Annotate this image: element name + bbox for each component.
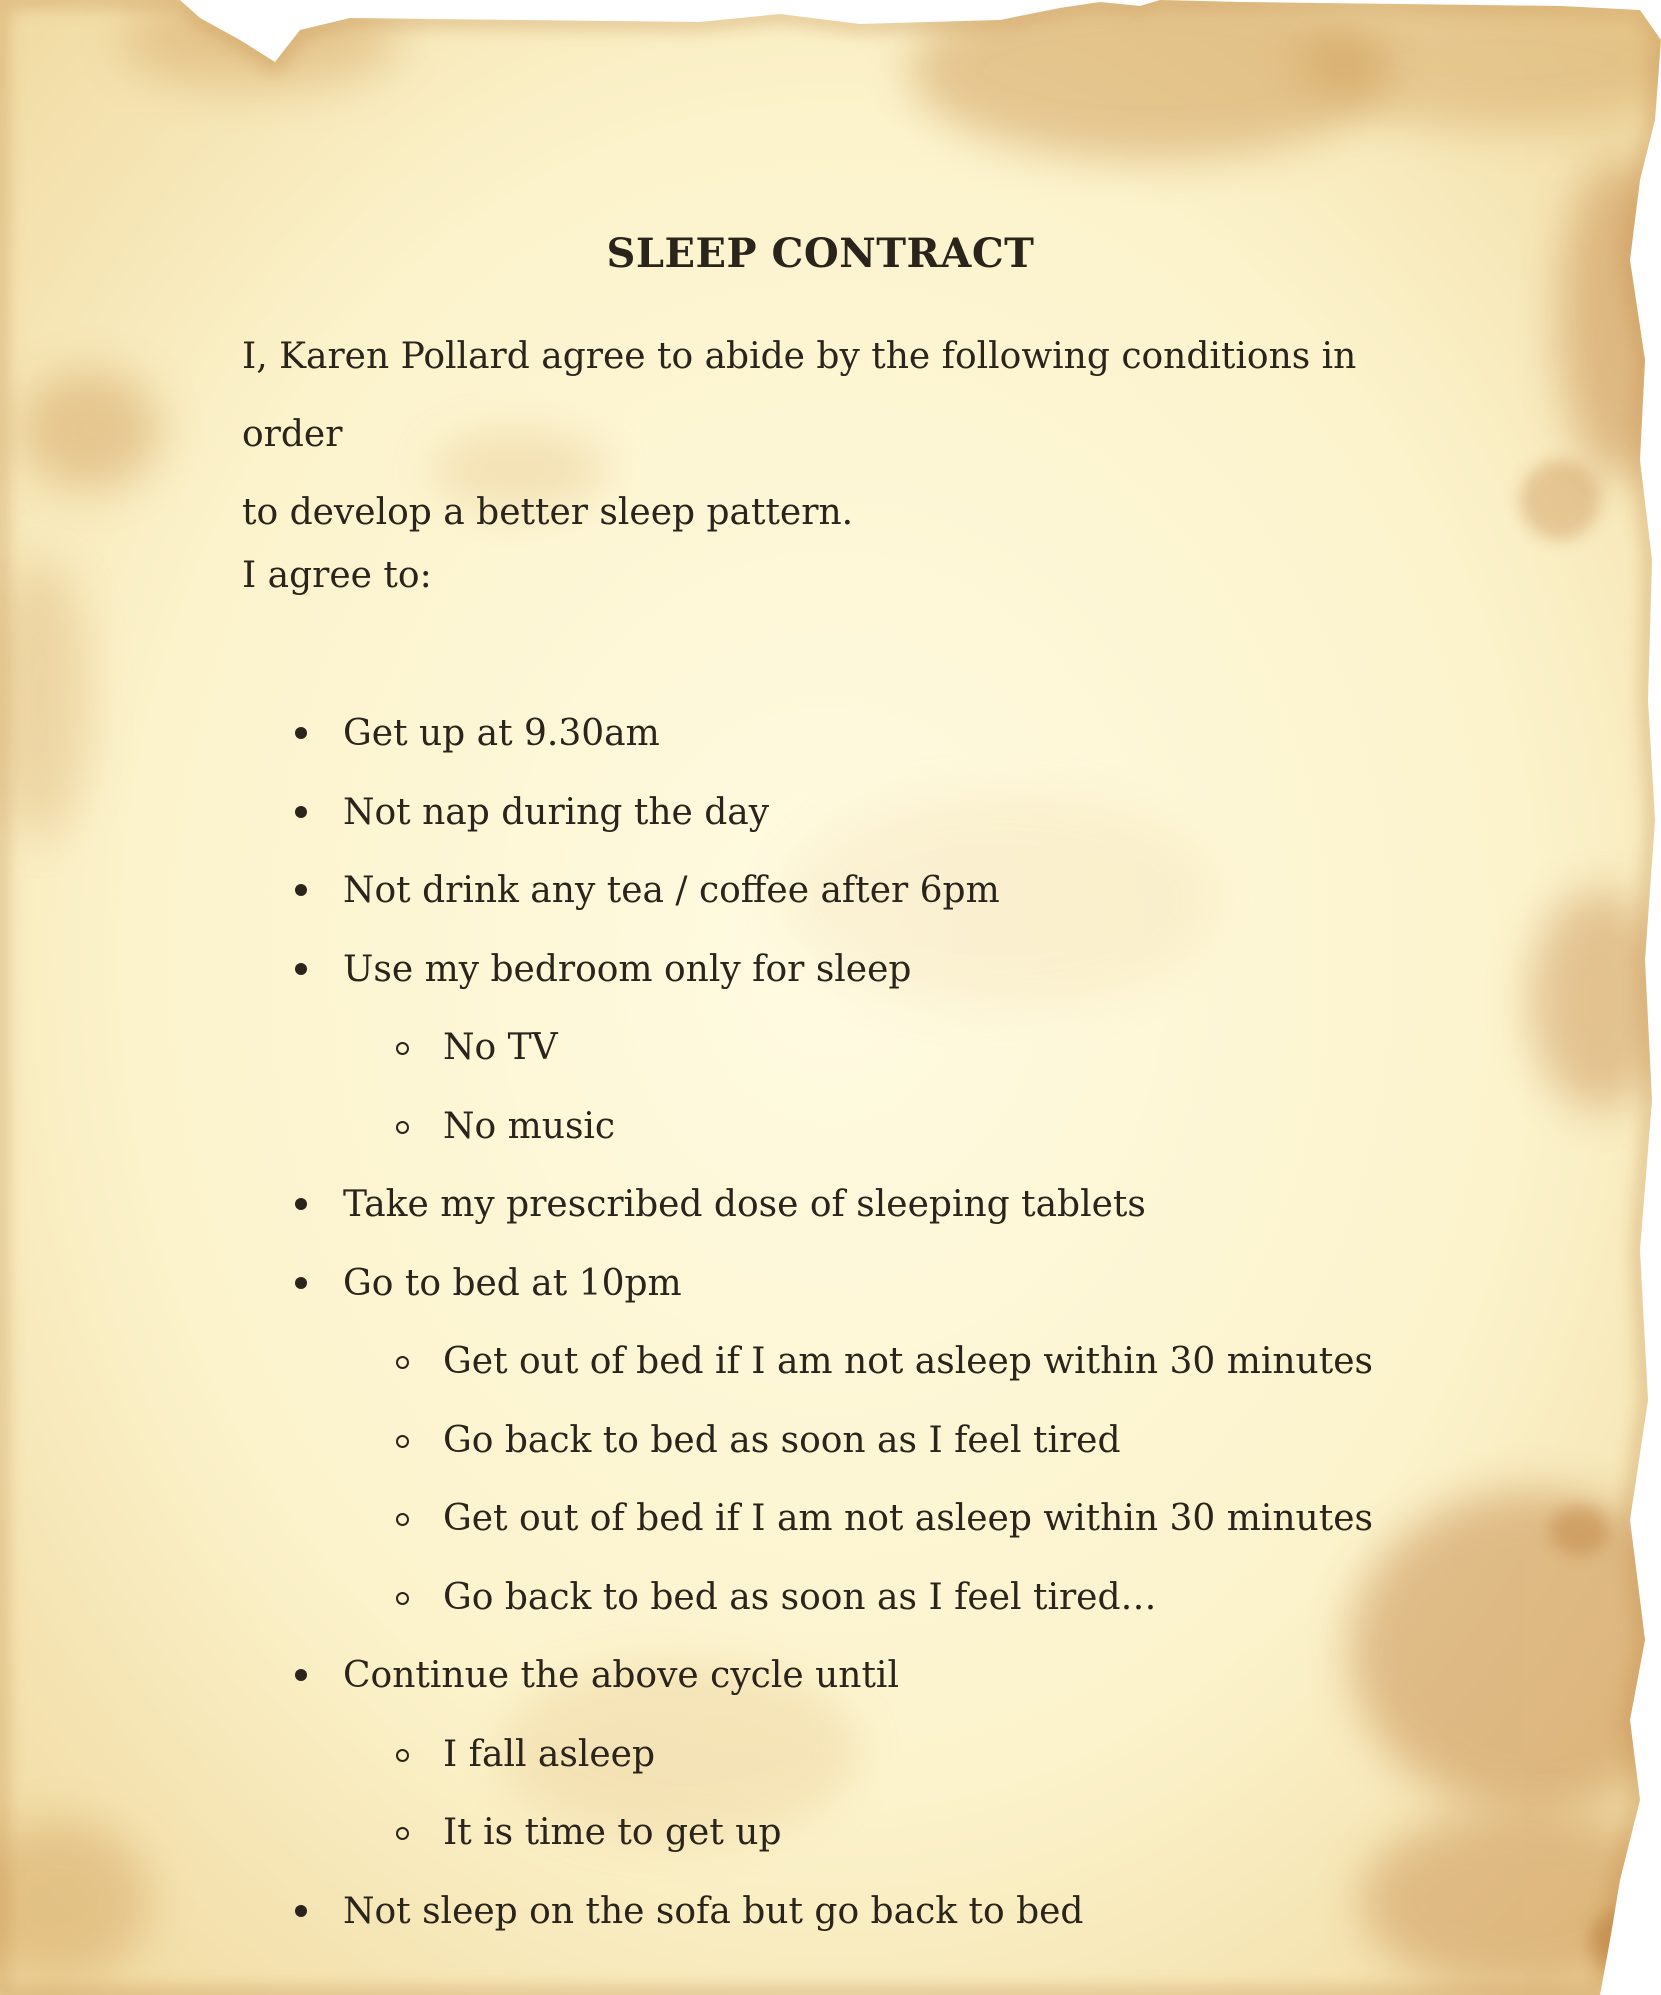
document-title: SLEEP CONTRACT: [606, 230, 1035, 277]
condition-item: [0, 946, 1400, 1025]
hollow-circle-icon: [396, 1121, 409, 1134]
sub-condition-item: [0, 1574, 1400, 1653]
condition-item: [0, 1888, 1400, 1967]
sub-condition-item: [0, 1338, 1400, 1417]
item-text: I fall asleep: [443, 1733, 656, 1775]
condition-item: [0, 1652, 1400, 1731]
hollow-circle-icon: [396, 1592, 409, 1605]
bullet-icon: [295, 1277, 307, 1289]
item-text: Not drink any tea / coffee after 6pm: [343, 870, 1000, 911]
item-text: Use my bedroom only for sleep: [343, 948, 912, 990]
bullet-icon: [295, 806, 307, 818]
intro-paragraph: [242, 318, 1442, 552]
agree-heading: I agree to:: [242, 555, 432, 596]
item-text: Get up at 9.30am: [343, 713, 660, 754]
hollow-circle-icon: [396, 1749, 409, 1762]
bullet-icon: [295, 884, 307, 896]
item-text: Get out of bed if I am not asleep within 30 minutes: [443, 1341, 1373, 1382]
item-text: No music: [443, 1105, 616, 1147]
item-text: Get out of bed if I am not asleep within 30 minutes: [443, 1498, 1373, 1539]
condition-list: [0, 710, 1400, 1966]
intro-line-2: to develop a better sleep pattern.: [242, 492, 854, 533]
condition-item: [0, 867, 1400, 946]
hollow-circle-icon: [396, 1042, 409, 1055]
hollow-circle-icon: [396, 1435, 409, 1448]
hollow-circle-icon: [396, 1827, 409, 1840]
sub-condition-item: [0, 1809, 1400, 1888]
sub-condition-item: [0, 1495, 1400, 1574]
bullet-icon: [295, 727, 307, 739]
sub-condition-item: [0, 1417, 1400, 1496]
item-text: It is time to get up: [443, 1812, 782, 1853]
item-text: Go to bed at 10pm: [343, 1262, 682, 1304]
hollow-circle-icon: [396, 1356, 409, 1369]
item-text: Take my prescribed dose of sleeping tablets: [343, 1184, 1146, 1225]
hollow-circle-icon: [396, 1513, 409, 1526]
bullet-icon: [295, 1905, 307, 1917]
sub-condition-item: [0, 1103, 1400, 1182]
condition-item: [0, 1260, 1400, 1339]
intro-line-1: I, Karen Pollard agree to abide by the following conditions in order: [242, 336, 1357, 455]
condition-item: [0, 789, 1400, 868]
sub-condition-item: [0, 1731, 1400, 1810]
bullet-icon: [295, 1198, 307, 1210]
item-text: Continue the above cycle until: [343, 1655, 899, 1696]
item-text: Go back to bed as soon as I feel tired: [443, 1419, 1121, 1461]
bullet-icon: [295, 1669, 307, 1681]
item-text: No TV: [443, 1027, 558, 1068]
item-text: Not sleep on the sofa but go back to bed: [343, 1890, 1084, 1932]
sub-condition-item: [0, 1024, 1400, 1103]
condition-item: [0, 1181, 1400, 1260]
condition-item: [0, 710, 1400, 789]
bullet-icon: [295, 963, 307, 975]
item-text: Not nap during the day: [343, 791, 770, 833]
item-text: Go back to bed as soon as I feel tired…: [443, 1576, 1157, 1618]
